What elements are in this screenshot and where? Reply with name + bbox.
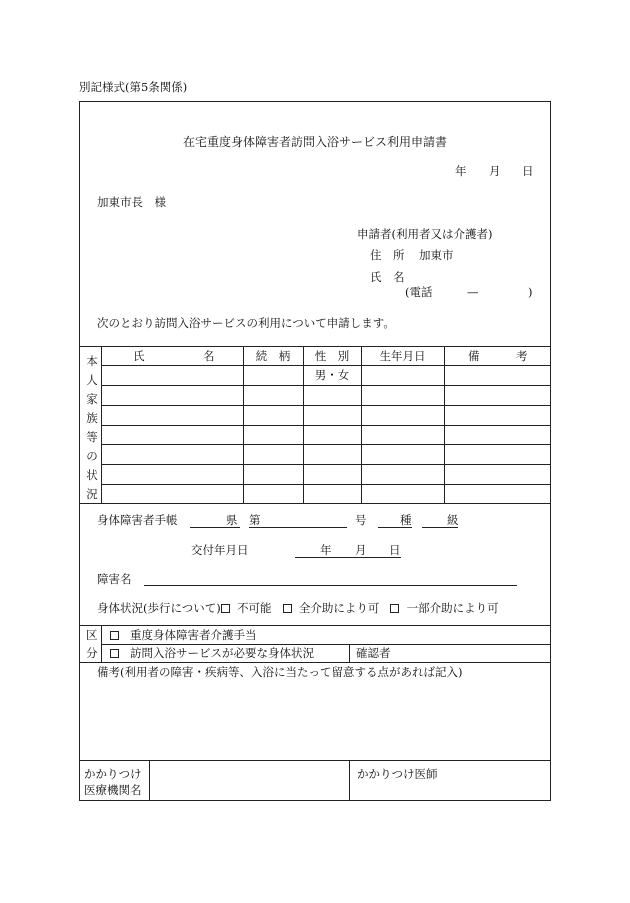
disability-name-label: 障害名 [97,572,132,586]
option-partial-assist: 一部介助により可 [406,601,499,615]
phone-open: (電話 [405,285,433,299]
number-prefix: 第 [249,513,261,527]
confirmer-label: 確認者 [356,646,391,660]
issue-year-label: 年 [320,543,332,557]
header-name-b: 名 [203,349,215,363]
request-text: 次のとおり訪問入浴サービスの利用について申請します。 [97,316,395,330]
category-option-1: 重度身体障害者介護手当 [110,630,256,642]
issue-month-label: 月 [355,543,367,557]
clinic-label-line2: 医療機関名 [84,783,142,797]
prefecture-label: 県 [226,513,238,527]
checkbox-partial-assist[interactable] [390,604,399,613]
date-day-label: 日 [522,164,534,178]
header-name-a: 氏 [133,349,145,363]
category-label-a: 区 [86,628,98,642]
issue-date-label: 交付年月日 [191,543,249,557]
side-label-char: 状 [86,468,98,482]
header-sex: 性 別 [314,349,350,363]
side-label-char: 人 [86,373,98,387]
option-full-assist: 全介助により可 [298,601,380,615]
checkbox-unable[interactable] [221,604,230,613]
category-label-b: 分 [86,646,98,660]
phone-dash: — [467,285,479,299]
address-value: 加東市 [419,248,454,262]
handbook-label: 身体障害者手帳 [97,513,178,527]
header-remarks-a: 備 [468,349,480,363]
checkbox-full-assist[interactable] [283,604,292,613]
side-label-char: 況 [86,487,98,501]
class-label: 種 [400,513,412,527]
side-label-char: 等 [86,430,98,444]
grade-label: 級 [447,513,459,527]
form-reference-note: 別記様式(第5条関係) [79,80,188,94]
option-unable: 不可能 [237,601,272,615]
phone-close: ) [528,285,533,299]
header-birthdate: 生年月日 [379,349,426,363]
applicant-label: 申請者(利用者又は介護者) [357,227,493,241]
remarks-label: 備考(利用者の障害・疾病等、入浴に当たって留意する点があれば記入) [97,665,463,679]
side-label-char: の [86,449,98,463]
walking-status-label: 身体状況(歩行について) [97,601,221,615]
sex-value: 男・女 [314,368,350,382]
addressee: 加東市長 様 [97,195,166,209]
date-year-label: 年 [455,164,467,178]
doctor-label: かかりつけ医師 [357,767,438,781]
address-label: 住 所 [370,248,405,262]
checkbox-care-allowance[interactable] [110,631,119,640]
date-month-label: 月 [489,164,501,178]
side-label-char: 家 [86,392,98,406]
issue-day-label: 日 [389,543,401,557]
side-label-char: 本 [86,354,98,368]
walking-status-row [97,603,499,615]
header-relation: 続 柄 [255,349,291,363]
form-title: 在宅重度身体障害者訪問入浴サービス利用申請書 [182,135,447,149]
category-option-2: 訪問入浴サービスが必要な身体状況 [110,648,314,660]
side-label-char: 族 [86,411,98,425]
name-label: 氏 名 [370,270,405,284]
header-remarks-b: 考 [516,349,528,363]
checkbox-bathing-need[interactable] [110,649,119,658]
number-suffix: 号 [355,513,367,527]
clinic-label-line1: かかりつけ [84,767,142,781]
